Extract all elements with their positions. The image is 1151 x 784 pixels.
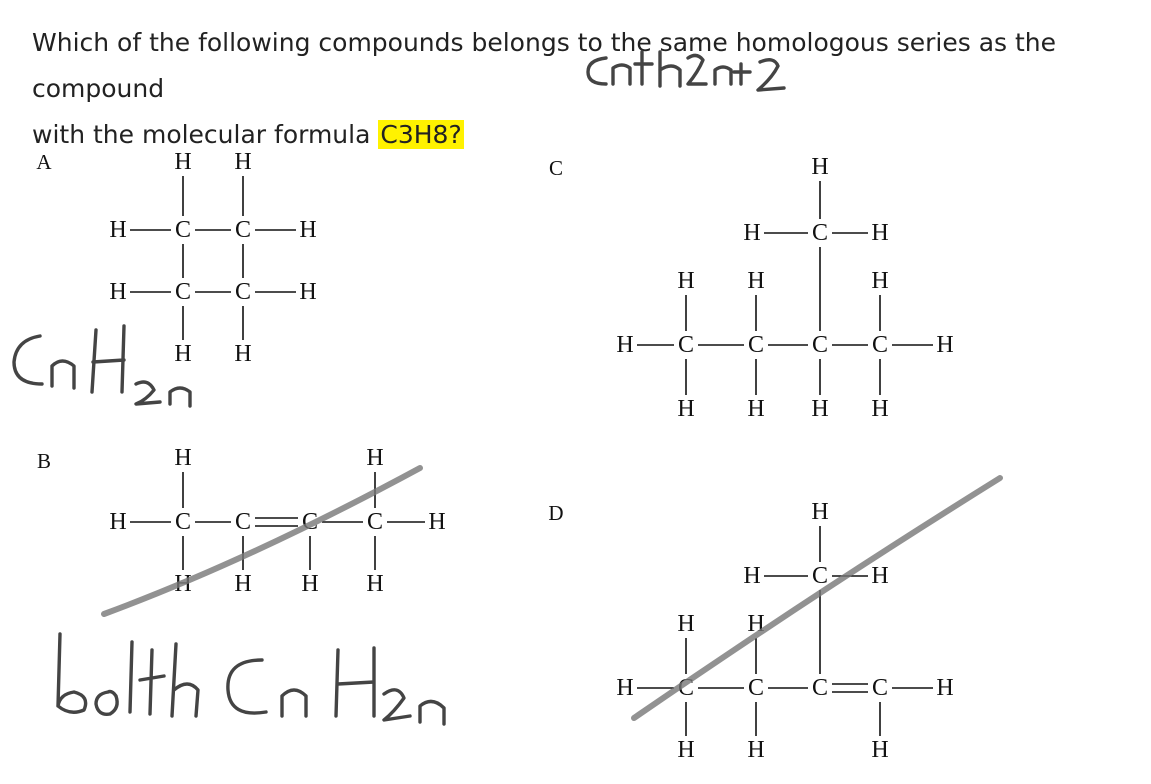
handwritten-annotation-a	[14, 326, 190, 406]
a-hydrogen: H	[109, 279, 127, 305]
d-hydrogen: H	[811, 499, 829, 525]
c-carbon: C	[811, 332, 829, 358]
b-hydrogen: H	[428, 509, 446, 535]
atom-labels	[109, 149, 953, 763]
option-labels	[36, 150, 563, 525]
b-carbon: C	[366, 509, 384, 535]
d-carbon: C	[811, 563, 829, 589]
b-hydrogen: H	[301, 571, 319, 597]
c-hydrogen: H	[743, 220, 761, 246]
a-hydrogen: H	[174, 149, 192, 175]
option-label-d: D	[548, 501, 564, 525]
a-hydrogen: H	[174, 341, 192, 367]
c-carbon: C	[677, 332, 695, 358]
c-hydrogen: H	[616, 332, 634, 358]
d-hydrogen: H	[616, 675, 634, 701]
d-carbon: C	[871, 675, 889, 701]
a-hydrogen: H	[299, 279, 317, 305]
d-hydrogen: H	[871, 563, 889, 589]
d-carbon: C	[677, 675, 695, 701]
a-carbon: C	[174, 217, 192, 243]
b-hydrogen: H	[174, 571, 192, 597]
b-hydrogen: H	[366, 571, 384, 597]
a-hydrogen: H	[109, 217, 127, 243]
a-hydrogen: H	[234, 341, 252, 367]
d-carbon: C	[747, 675, 765, 701]
b-carbon: C	[301, 509, 319, 535]
option-label-b: B	[36, 449, 52, 473]
d-carbon: C	[811, 675, 829, 701]
question-line-1: Which of the following compounds belongs to the same homologous series as the compound	[32, 28, 1057, 103]
c-hydrogen: H	[936, 332, 954, 358]
d-hydrogen: H	[747, 737, 765, 763]
c-hydrogen: H	[811, 154, 829, 180]
d-hydrogen: H	[677, 611, 695, 637]
c-carbon: C	[747, 332, 765, 358]
a-hydrogen: H	[299, 217, 317, 243]
b-carbon: C	[234, 509, 252, 535]
b-hydrogen: H	[174, 445, 192, 471]
c-hydrogen: H	[871, 396, 889, 422]
formula-text: C3H8	[380, 120, 449, 149]
handwritten-annotation-b	[58, 634, 444, 724]
d-hydrogen: H	[677, 737, 695, 763]
c-hydrogen: H	[871, 268, 889, 294]
b-carbon: C	[174, 509, 192, 535]
c-hydrogen: H	[747, 396, 765, 422]
option-label-c: C	[548, 156, 564, 180]
handwritten-annotation-top	[588, 52, 784, 90]
b-hydrogen: H	[234, 571, 252, 597]
a-hydrogen: H	[234, 149, 252, 175]
d-hydrogen: H	[747, 611, 765, 637]
c-carbon: C	[871, 332, 889, 358]
b-hydrogen: H	[109, 509, 127, 535]
c-hydrogen: H	[871, 220, 889, 246]
c-hydrogen: H	[811, 396, 829, 422]
c-hydrogen: H	[747, 268, 765, 294]
c-hydrogen: H	[677, 268, 695, 294]
d-hydrogen: H	[936, 675, 954, 701]
formula-suffix: ?	[448, 120, 462, 149]
d-hydrogen: H	[743, 563, 761, 589]
c-carbon: C	[811, 220, 829, 246]
b-hydrogen: H	[366, 445, 384, 471]
bond-lines	[130, 176, 933, 736]
c-hydrogen: H	[677, 396, 695, 422]
a-carbon: C	[174, 279, 192, 305]
option-label-a: A	[36, 150, 52, 174]
question-line-2: with the molecular formula	[32, 120, 379, 149]
a-carbon: C	[234, 217, 252, 243]
a-carbon: C	[234, 279, 252, 305]
d-hydrogen: H	[871, 737, 889, 763]
